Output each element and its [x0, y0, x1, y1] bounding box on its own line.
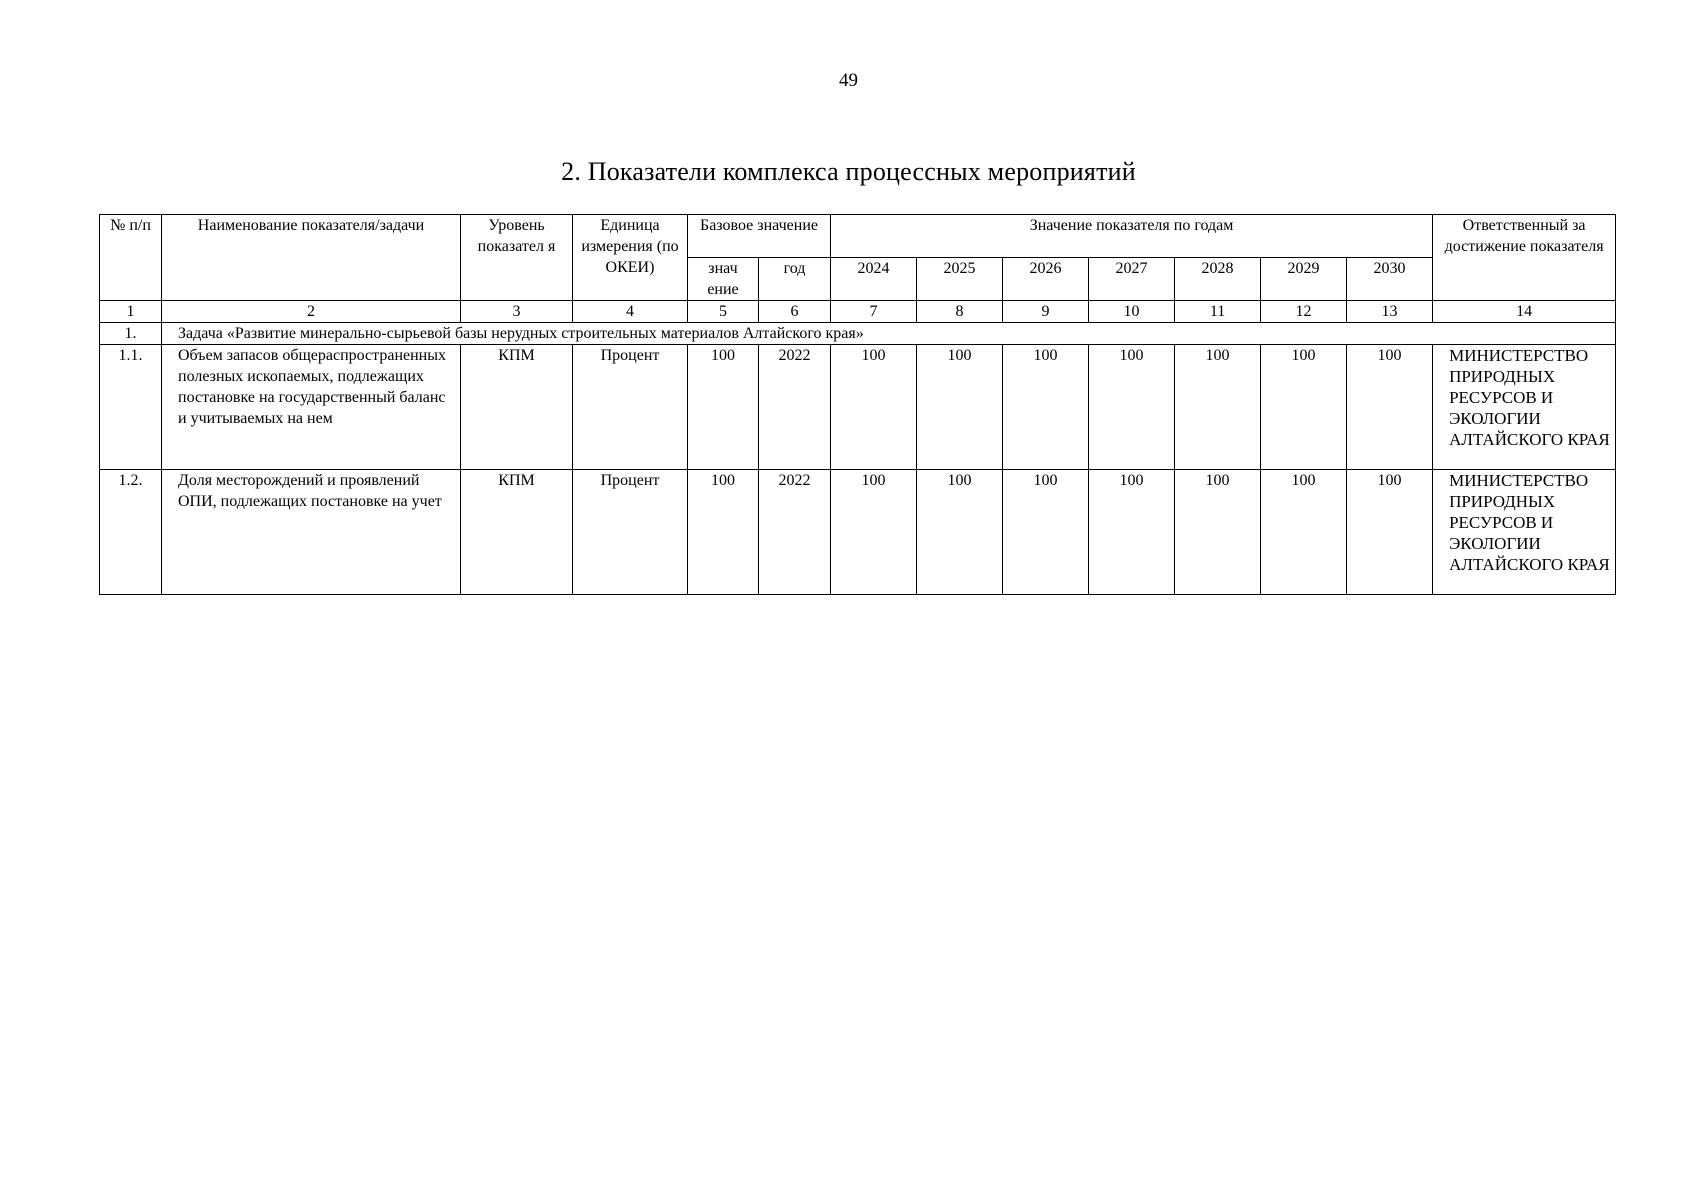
task-text: Задача «Развитие минерально-сырьевой базы нерудных строительных материалов Алтайского края» [162, 323, 1616, 345]
header-year: 2026 [1003, 258, 1089, 301]
header-base: Базовое значение [688, 215, 831, 258]
header-year: 2025 [917, 258, 1003, 301]
header-unit: Единица измерения (по ОКЕИ) [573, 215, 688, 301]
header-year: 2028 [1175, 258, 1261, 301]
column-number: 4 [573, 301, 688, 323]
row-value: 100 [1089, 345, 1175, 470]
row-responsible: МИНИСТЕРСТВО ПРИРОДНЫХ РЕСУРСОВ И ЭКОЛОГИИ АЛТАЙСКОГО КРАЯ [1433, 345, 1616, 470]
row-value: 100 [1175, 345, 1261, 470]
column-number: 1 [100, 301, 162, 323]
row-num: 1.1. [100, 345, 162, 470]
row-level: КПМ [461, 470, 573, 595]
row-value: 100 [917, 470, 1003, 595]
column-number: 12 [1261, 301, 1347, 323]
row-value: 100 [1003, 345, 1089, 470]
indicators-table [99, 214, 1616, 595]
row-num: 1.2. [100, 470, 162, 595]
header-base-year: год [759, 258, 831, 301]
column-number: 5 [688, 301, 759, 323]
header-year: 2030 [1347, 258, 1433, 301]
column-number: 10 [1089, 301, 1175, 323]
column-number: 2 [162, 301, 461, 323]
row-responsible: МИНИСТЕРСТВО ПРИРОДНЫХ РЕСУРСОВ И ЭКОЛОГИИ АЛТАЙСКОГО КРАЯ [1433, 470, 1616, 595]
row-unit: Процент [573, 345, 688, 470]
header-row-1 [100, 215, 1616, 258]
column-number-row [100, 301, 1616, 323]
row-value: 100 [1347, 470, 1433, 595]
header-values-by-year: Значение показателя по годам [831, 215, 1433, 258]
header-level: Уровень показател я [461, 215, 573, 301]
row-name: Доля месторождений и проявлений ОПИ, подлежащих постановке на учет [162, 470, 461, 595]
column-number: 7 [831, 301, 917, 323]
row-value: 100 [917, 345, 1003, 470]
row-base-year: 2022 [759, 345, 831, 470]
column-number: 6 [759, 301, 831, 323]
row-base-value: 100 [688, 345, 759, 470]
header-year: 2027 [1089, 258, 1175, 301]
column-number: 11 [1175, 301, 1261, 323]
column-number: 14 [1433, 301, 1616, 323]
header-responsible: Ответственный за достижение показателя [1433, 215, 1616, 301]
row-name: Объем запасов общераспространенных полезных ископаемых, подлежащих постановке на государственный баланс и учитываемых на нем [162, 345, 461, 470]
row-value: 100 [1175, 470, 1261, 595]
table-row [100, 345, 1616, 470]
row-value: 100 [831, 470, 917, 595]
header-year: 2024 [831, 258, 917, 301]
task-num: 1. [100, 323, 162, 345]
page-number: 49 [839, 70, 858, 91]
row-base-value: 100 [688, 470, 759, 595]
header-num: № п/п [100, 215, 162, 301]
row-value: 100 [1089, 470, 1175, 595]
row-value: 100 [1261, 345, 1347, 470]
column-number: 13 [1347, 301, 1433, 323]
page-title: 2. Показатели комплекса процессных мероприятий [561, 157, 1136, 186]
column-number: 9 [1003, 301, 1089, 323]
header-base-value: знач ение [688, 258, 759, 301]
header-name: Наименование показателя/задачи [162, 215, 461, 301]
table-row [100, 470, 1616, 595]
row-value: 100 [1003, 470, 1089, 595]
column-number: 8 [917, 301, 1003, 323]
row-base-year: 2022 [759, 470, 831, 595]
header-year: 2029 [1261, 258, 1347, 301]
row-level: КПМ [461, 345, 573, 470]
row-value: 100 [831, 345, 917, 470]
task-row [100, 323, 1616, 345]
row-unit: Процент [573, 470, 688, 595]
row-value: 100 [1261, 470, 1347, 595]
column-number: 3 [461, 301, 573, 323]
row-value: 100 [1347, 345, 1433, 470]
